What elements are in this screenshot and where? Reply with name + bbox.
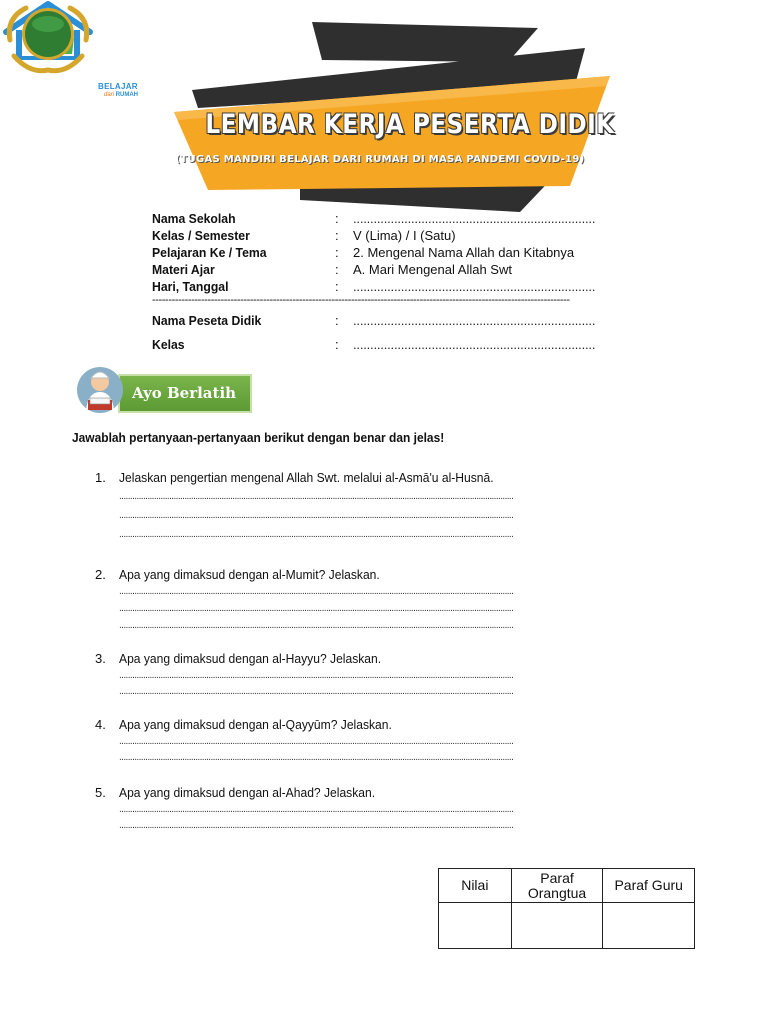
student-reading-icon (76, 364, 132, 416)
answer-line[interactable]: ..................................................................................................................................................................................... (119, 530, 514, 540)
header-banner (0, 0, 768, 215)
banner-graphic (0, 0, 768, 215)
score-table (438, 868, 695, 949)
identity-row-school: Nama Sekolah : ....................................................................... (152, 211, 596, 226)
score-table-header-row (439, 869, 695, 903)
identity-row-material: Materi Ajar : A. Mari Mengenal Allah Swt (152, 262, 512, 277)
score-header-parent-signature: Paraf Orangtua (511, 869, 603, 903)
score-header-nilai: Nilai (439, 869, 512, 903)
answer-line[interactable]: ..................................................................................................................................................................................... (119, 737, 514, 747)
page-subtitle: (TUGAS MANDIRI BELAJAR DARI RUMAH DI MASA PANDEMI COVID-19) (175, 154, 585, 165)
identity-row-class-semester: Kelas / Semester : V (Lima) / I (Satu) (152, 228, 456, 243)
school-name-field[interactable]: ....................................................................... (353, 211, 596, 226)
score-header-teacher-signature: Paraf Guru (603, 869, 695, 903)
answer-line[interactable]: ..................................................................................................................................................................................... (119, 511, 514, 521)
question-5: 5. Apa yang dimaksud dengan al-Ahad? Jelaskan. ..................................................................................................................................................................................... ..................................................................................................................................................................................... (95, 785, 695, 835)
ayo-berlatih-header (76, 364, 254, 416)
identity-row-date: Hari, Tanggal : ....................................................................... (152, 279, 596, 294)
lk-badge-label: LK-1 (627, 113, 669, 133)
answer-line[interactable]: ..................................................................................................................................................................................... (119, 821, 514, 831)
logo-subtext: dari RUMAH (104, 92, 139, 98)
date-field[interactable]: ....................................................................... (353, 279, 596, 294)
answer-line[interactable]: ..................................................................................................................................................................................... (119, 587, 514, 597)
identity-row-student-class: Kelas : ....................................................................... (152, 337, 596, 352)
score-cell-teacher-signature[interactable] (603, 903, 695, 949)
question-2: 2. Apa yang dimaksud dengan al-Mumit? Jelaskan. ..................................................................................................................................................................................... ..................................................................................................................................................................................... ..................................................................................................................................................................................... (95, 567, 695, 637)
question-3: 3. Apa yang dimaksud dengan al-Hayyu? Jelaskan. ..................................................................................................................................................................................... ..................................................................................................................................................................................... (95, 651, 695, 701)
question-1: 1. Jelaskan pengertian mengenal Allah Swt. melalui al-Asmā'u al-Husnā. ..................................................................................................................................................................................... ..................................................................................................................................................................................... ..................................................................................................................................................................................... (95, 470, 695, 540)
score-cell-nilai[interactable] (439, 903, 512, 949)
identity-section (152, 210, 614, 295)
identity-row-student-name: Nama Peseta Didik : ....................................................................... (152, 313, 596, 328)
answer-line[interactable]: ..................................................................................................................................................................................... (119, 687, 514, 697)
banner-dark-strip-top (312, 22, 538, 62)
student-class-field[interactable]: ....................................................................... (353, 337, 596, 352)
student-name-field[interactable]: ....................................................................... (353, 313, 596, 328)
identity-separator: -------------------------------------------------------------------------------------------------------------------------------- (152, 294, 570, 306)
question-4: 4. Apa yang dimaksud dengan al-Qayyūm? Jelaskan. ..................................................................................................................................................................................... ..................................................................................................................................................................................... (95, 717, 695, 767)
answer-line[interactable]: ..................................................................................................................................................................................... (119, 753, 514, 763)
answer-line[interactable]: ..................................................................................................................................................................................... (119, 805, 514, 815)
logo-text: BELAJAR (98, 82, 138, 91)
score-table-input-row (439, 903, 695, 949)
instruction-text: Jawablah pertanyaan-pertanyaan berikut dengan benar dan jelas! (72, 430, 445, 445)
answer-line[interactable]: ..................................................................................................................................................................................... (119, 492, 514, 502)
score-cell-parent-signature[interactable] (511, 903, 603, 949)
answer-line[interactable]: ..................................................................................................................................................................................... (119, 671, 514, 681)
student-section (152, 312, 614, 353)
page-title: LEMBAR KERJA PESERTA DIDIK (205, 109, 615, 140)
answer-line[interactable]: ..................................................................................................................................................................................... (119, 604, 514, 614)
answer-line[interactable]: ..................................................................................................................................................................................... (119, 621, 514, 631)
ayo-berlatih-label: Ayo Berlatih (132, 384, 237, 402)
lk-badge-icon (0, 0, 96, 78)
identity-row-lesson-theme: Pelajaran Ke / Tema : 2. Mengenal Nama Allah dan Kitabnya (152, 245, 575, 260)
